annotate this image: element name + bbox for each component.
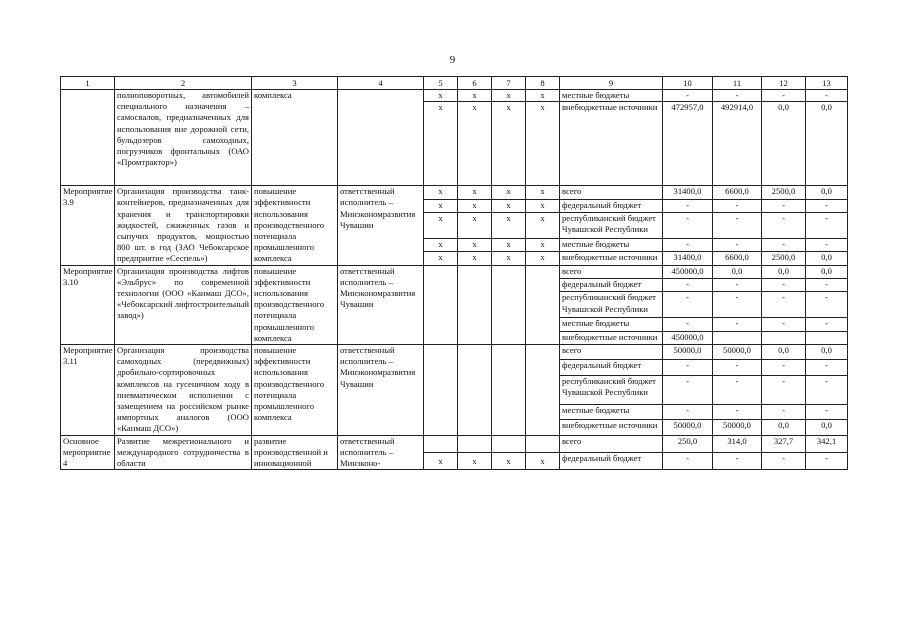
code-cell	[458, 435, 492, 452]
value-cell: -	[713, 90, 762, 102]
header-cell: 12	[762, 77, 806, 90]
value-cell: 0,0	[762, 102, 806, 186]
funding-source: местные бюджеты	[560, 318, 663, 331]
code-cell: x	[458, 452, 492, 469]
code-cell: x	[458, 102, 492, 186]
value-cell	[806, 331, 848, 344]
value-cell: 50000,0	[713, 345, 762, 360]
code-cell: x	[424, 186, 458, 199]
value-cell: 0,0	[806, 186, 848, 199]
value-cell: 342,1	[806, 435, 848, 452]
value-cell: 450000,0	[663, 265, 713, 278]
funding-source: всего	[560, 345, 663, 360]
value-cell: -	[713, 292, 762, 318]
code-cell	[492, 435, 526, 452]
item-id: Мероприятие 3.10	[61, 265, 115, 344]
value-cell: -	[806, 452, 848, 469]
value-cell: -	[663, 375, 713, 404]
item-description: Развитие межрегионального и международного сотрудничества в области	[115, 435, 252, 470]
item-goal: повышение эффективности использования производственного потенциала промышленного комплекса	[252, 186, 338, 265]
code-cell	[458, 265, 492, 344]
header-cell: 7	[492, 77, 526, 90]
value-cell: -	[806, 375, 848, 404]
value-cell: 2500,0	[762, 186, 806, 199]
value-cell: -	[806, 238, 848, 251]
item-responsible: ответственный исполнитель – Минэкономразвития Чувашии	[338, 345, 424, 436]
item-id: Мероприятие 3.11	[61, 345, 115, 436]
value-cell: -	[663, 238, 713, 251]
item-id: Мероприятие 3.9	[61, 186, 115, 265]
funding-source: внебюджетные источники	[560, 102, 663, 186]
value-cell: -	[663, 452, 713, 469]
header-cell: 3	[252, 77, 338, 90]
header-cell: 10	[663, 77, 713, 90]
code-cell: x	[492, 102, 526, 186]
value-cell: -	[663, 318, 713, 331]
value-cell: -	[806, 199, 848, 212]
value-cell: 6600,0	[713, 252, 762, 265]
funding-source: местные бюджеты	[560, 238, 663, 251]
value-cell: -	[663, 292, 713, 318]
value-cell: -	[713, 360, 762, 375]
code-cell: x	[424, 90, 458, 102]
code-cell: x	[424, 102, 458, 186]
value-cell: -	[762, 360, 806, 375]
code-cell	[526, 345, 560, 436]
code-cell: x	[458, 238, 492, 251]
item-responsible: ответственный исполнитель – Минэкономразвития Чувашии	[338, 186, 424, 265]
value-cell: -	[713, 213, 762, 239]
value-cell: -	[806, 292, 848, 318]
funding-source: федеральный бюджет	[560, 360, 663, 375]
value-cell: -	[806, 213, 848, 239]
code-cell: x	[526, 452, 560, 469]
value-cell: -	[762, 452, 806, 469]
code-cell: x	[492, 452, 526, 469]
funding-source: внебюджетные источники	[560, 252, 663, 265]
value-cell: -	[762, 279, 806, 292]
funding-source: местные бюджеты	[560, 405, 663, 420]
value-cell: 6600,0	[713, 186, 762, 199]
value-cell: 0,0	[762, 345, 806, 360]
value-cell: -	[713, 279, 762, 292]
value-cell: 0,0	[806, 252, 848, 265]
item-description: Организация производства самоходных (передвижных) дробильно-сортировочных комплексов на гусеничном ходу в пневматическом исполнении с замещением на российском рынке импортных аналогов (ООО «Канмаш ДСО»)	[115, 345, 252, 436]
code-cell	[424, 265, 458, 344]
value-cell: -	[806, 90, 848, 102]
value-cell	[762, 331, 806, 344]
table-row	[61, 265, 848, 278]
value-cell: 50000,0	[663, 420, 713, 435]
funding-source: республиканский бюджет Чувашской Республики	[560, 375, 663, 404]
code-cell: x	[492, 252, 526, 265]
value-cell: -	[663, 360, 713, 375]
funding-source: всего	[560, 435, 663, 452]
value-cell: -	[713, 452, 762, 469]
value-cell: -	[762, 199, 806, 212]
header-cell: 4	[338, 77, 424, 90]
header-cell: 9	[560, 77, 663, 90]
funding-source: внебюджетные источники	[560, 331, 663, 344]
code-cell	[526, 435, 560, 452]
value-cell: 50000,0	[713, 420, 762, 435]
value-cell: -	[806, 405, 848, 420]
value-cell: 450000,0	[663, 331, 713, 344]
value-cell: 0,0	[762, 265, 806, 278]
value-cell: 31400,0	[663, 252, 713, 265]
value-cell: 0,0	[806, 102, 848, 186]
funding-source: всего	[560, 186, 663, 199]
value-cell: 50000,0	[663, 345, 713, 360]
header-cell: 5	[424, 77, 458, 90]
value-cell: -	[806, 279, 848, 292]
code-cell: x	[492, 238, 526, 251]
value-cell: -	[713, 405, 762, 420]
value-cell: 0,0	[713, 265, 762, 278]
item-responsible	[338, 90, 424, 186]
item-id-cell	[61, 90, 115, 186]
value-cell: 472957,0	[663, 102, 713, 186]
value-cell: 492914,0	[713, 102, 762, 186]
table-row	[61, 435, 848, 452]
code-cell: x	[458, 186, 492, 199]
value-cell: -	[713, 375, 762, 404]
code-cell: x	[526, 238, 560, 251]
funding-source: республиканский бюджет Чувашской Республики	[560, 213, 663, 239]
code-cell: x	[458, 213, 492, 239]
value-cell: -	[663, 90, 713, 102]
value-cell: 0,0	[806, 265, 848, 278]
header-cell: 13	[806, 77, 848, 90]
item-goal: повышение эффективности использования производственного потенциала промышленного комплекса	[252, 265, 338, 344]
code-cell	[424, 435, 458, 452]
value-cell: -	[713, 238, 762, 251]
value-cell: -	[806, 318, 848, 331]
code-cell: x	[492, 186, 526, 199]
item-description: Организация производства лифтов «Эльбрус» по современной технологии (ООО «Канмаш ДСО», «Чебоксарский лифтостроительный завод»)	[115, 265, 252, 344]
code-cell: x	[424, 199, 458, 212]
code-cell: x	[526, 90, 560, 102]
item-goal: развитие производственной и инновационной	[252, 435, 338, 470]
value-cell: 0,0	[806, 420, 848, 435]
code-cell: x	[458, 90, 492, 102]
funding-source: федеральный бюджет	[560, 279, 663, 292]
code-cell: x	[424, 452, 458, 469]
item-id: Основное мероприятие 4	[61, 435, 115, 470]
code-cell: x	[526, 213, 560, 239]
funding-source: республиканский бюджет Чувашской Республики	[560, 292, 663, 318]
item-goal: комплекса	[252, 90, 338, 186]
value-cell: -	[663, 405, 713, 420]
funding-source: федеральный бюджет	[560, 199, 663, 212]
value-cell: 31400,0	[663, 186, 713, 199]
value-cell: -	[713, 318, 762, 331]
page-number: 9	[449, 54, 456, 66]
funding-source: внебюджетные источники	[560, 420, 663, 435]
value-cell: -	[762, 318, 806, 331]
value-cell: -	[762, 213, 806, 239]
header-cell: 1	[61, 77, 115, 90]
header-cell: 8	[526, 77, 560, 90]
code-cell: x	[526, 186, 560, 199]
code-cell	[458, 345, 492, 436]
code-cell: x	[492, 90, 526, 102]
value-cell: -	[663, 199, 713, 212]
code-cell	[492, 265, 526, 344]
value-cell: -	[762, 238, 806, 251]
code-cell	[526, 265, 560, 344]
program-table	[60, 76, 848, 470]
header-cell: 6	[458, 77, 492, 90]
value-cell: 2500,0	[762, 252, 806, 265]
item-responsible: ответственный исполнитель – Минэконо-	[338, 435, 424, 470]
code-cell: x	[424, 238, 458, 251]
value-cell: 0,0	[806, 345, 848, 360]
funding-source: всего	[560, 265, 663, 278]
table-row	[61, 345, 848, 360]
value-cell: -	[762, 90, 806, 102]
value-cell: -	[663, 279, 713, 292]
value-cell: -	[762, 375, 806, 404]
value-cell: -	[762, 292, 806, 318]
item-responsible: ответственный исполнитель – Минэкономразвития Чувашии	[338, 265, 424, 344]
value-cell: 0,0	[762, 420, 806, 435]
value-cell: -	[713, 199, 762, 212]
code-cell: x	[526, 199, 560, 212]
item-description: полноповоротных, автомобилей специального назначения – самосвалов, предназначенных для использования вне дорожной сети, бульдозеров самоходных, погрузчиков фронтальных (ОАО «Промтрактор»)	[115, 90, 252, 186]
value-cell: -	[663, 213, 713, 239]
funding-source: федеральный бюджет	[560, 452, 663, 469]
value-cell: 327,7	[762, 435, 806, 452]
value-cell	[713, 331, 762, 344]
value-cell: -	[762, 405, 806, 420]
code-cell: x	[492, 213, 526, 239]
code-cell	[492, 345, 526, 436]
header-row	[61, 77, 848, 90]
code-cell: x	[492, 199, 526, 212]
code-cell: x	[526, 102, 560, 186]
code-cell: x	[424, 213, 458, 239]
value-cell: -	[806, 360, 848, 375]
code-cell	[424, 345, 458, 436]
funding-source: местные бюджеты	[560, 90, 663, 102]
header-cell: 2	[115, 77, 252, 90]
item-description: Организация производства танк-контейнеров, предназначенных для хранения и транспортировки жидкостей, сжиженных газов и сыпучих продуктов, мощностью 800 шт. в год (ЗАО Чебоксарское предприятие «Сеспель»)	[115, 186, 252, 265]
table-row	[61, 186, 848, 199]
table-row	[61, 90, 848, 102]
value-cell: 314,0	[713, 435, 762, 452]
value-cell: 250,0	[663, 435, 713, 452]
header-cell: 11	[713, 77, 762, 90]
code-cell: x	[424, 252, 458, 265]
code-cell: x	[458, 252, 492, 265]
code-cell: x	[526, 252, 560, 265]
item-goal: повышение эффективности использования производственного потенциала промышленного комплекса	[252, 345, 338, 436]
code-cell: x	[458, 199, 492, 212]
